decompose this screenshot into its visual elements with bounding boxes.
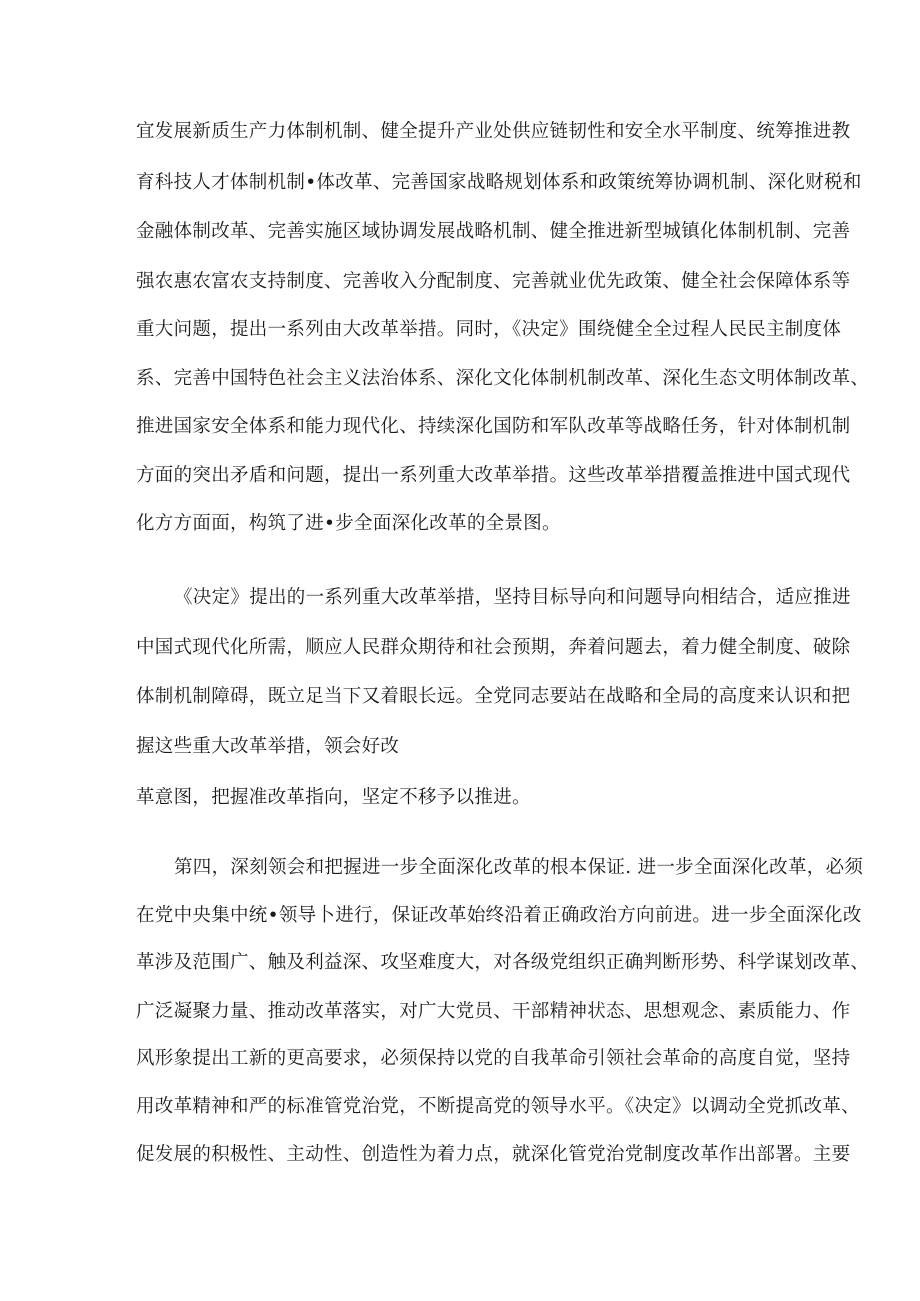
text-line: 重大问题，提出一系列由大改革举措。同时，《决定》围绕健全全过程人民民主制度体 bbox=[136, 319, 842, 340]
text-line: 促发展的积极性、主动性、创造性为着力点，就深化管党治党制度改革作出部署。主要 bbox=[136, 1144, 851, 1165]
text-line: 革涉及范围广、触及利益深、攻坚难度大，对各级党组织正确判断形势、科学谋划改革、 bbox=[136, 952, 870, 973]
text-line: 握这些重大改革举措，领会好改 bbox=[136, 736, 400, 757]
text-line: 风形象提出工新的更高要求，必须保持以党的自我革命引领社会革命的高度自觉，坚持 bbox=[136, 1048, 851, 1069]
text-line: 用改革精神和严的标准管党治党，不断提高党的领导水平。《决定》以调动全党抓改革、 bbox=[136, 1096, 860, 1117]
text-line: 方面的突出矛盾和问题，提出一系列重大改革举措。这些改革举措覆盖推进中国式现代 bbox=[136, 465, 851, 486]
text-line: 《决定》提出的一系列重大改革举措，坚持目标导向和问题导向相结合，适应推进 bbox=[174, 587, 851, 608]
text-line: 中国式现代化所需，顺应人民群众期待和社会预期，奔着问题去，着力健全制度、破除 bbox=[136, 637, 851, 658]
text-line: 宜发展新质生产力体制机制、健全提升产业处供应链韧性和安全水平制度、统筹推进教 bbox=[136, 121, 851, 142]
text-line: 广泛凝聚力量、推动改革落实，对广大党员、干部精神状态、思想观念、素质能力、作 bbox=[136, 1001, 851, 1022]
text-line: 金融体制改革、完善实施区域协调发展战略机制、健全推进新型城镇化体制机制、完善 bbox=[136, 221, 851, 242]
text-line: 体制机制障碍，既立足当下又着眼长远。全党同志要站在战略和全局的高度来认识和把 bbox=[136, 686, 851, 707]
text-line: 化方方面面，构筑了进•步全面深化改革的全景图。 bbox=[136, 513, 561, 534]
text-line: 革意图，把握准改革指向，坚定不移予以推进。 bbox=[136, 787, 531, 808]
text-line: 系、完善中国特色社会主义法治体系、深化文化体制机制改革、深化生态文明体制改革、 bbox=[136, 368, 870, 389]
text-line: 在党中央集中统•领导卜进行，保证改革始终沿着正确政治方向前进。进一步全面深化改 bbox=[136, 905, 862, 926]
text-line: 第四，深刻领会和把握进一步全面深化改革的根本保证. 进一步全面深化改革，必须 bbox=[174, 857, 864, 878]
text-line: 推进国家安全体系和能力现代化、持续深化国防和军队改革等战略任务，针对体制机制 bbox=[136, 416, 851, 437]
text-line: 强农惠农富农支持制度、完善收入分配制度、完善就业优先政策、健全社会保障体系等 bbox=[136, 271, 851, 292]
text-line: 育科技人才体制机制•体改革、完善国家战略规划体系和政策统筹协调机制、深化财税和 bbox=[136, 172, 862, 193]
